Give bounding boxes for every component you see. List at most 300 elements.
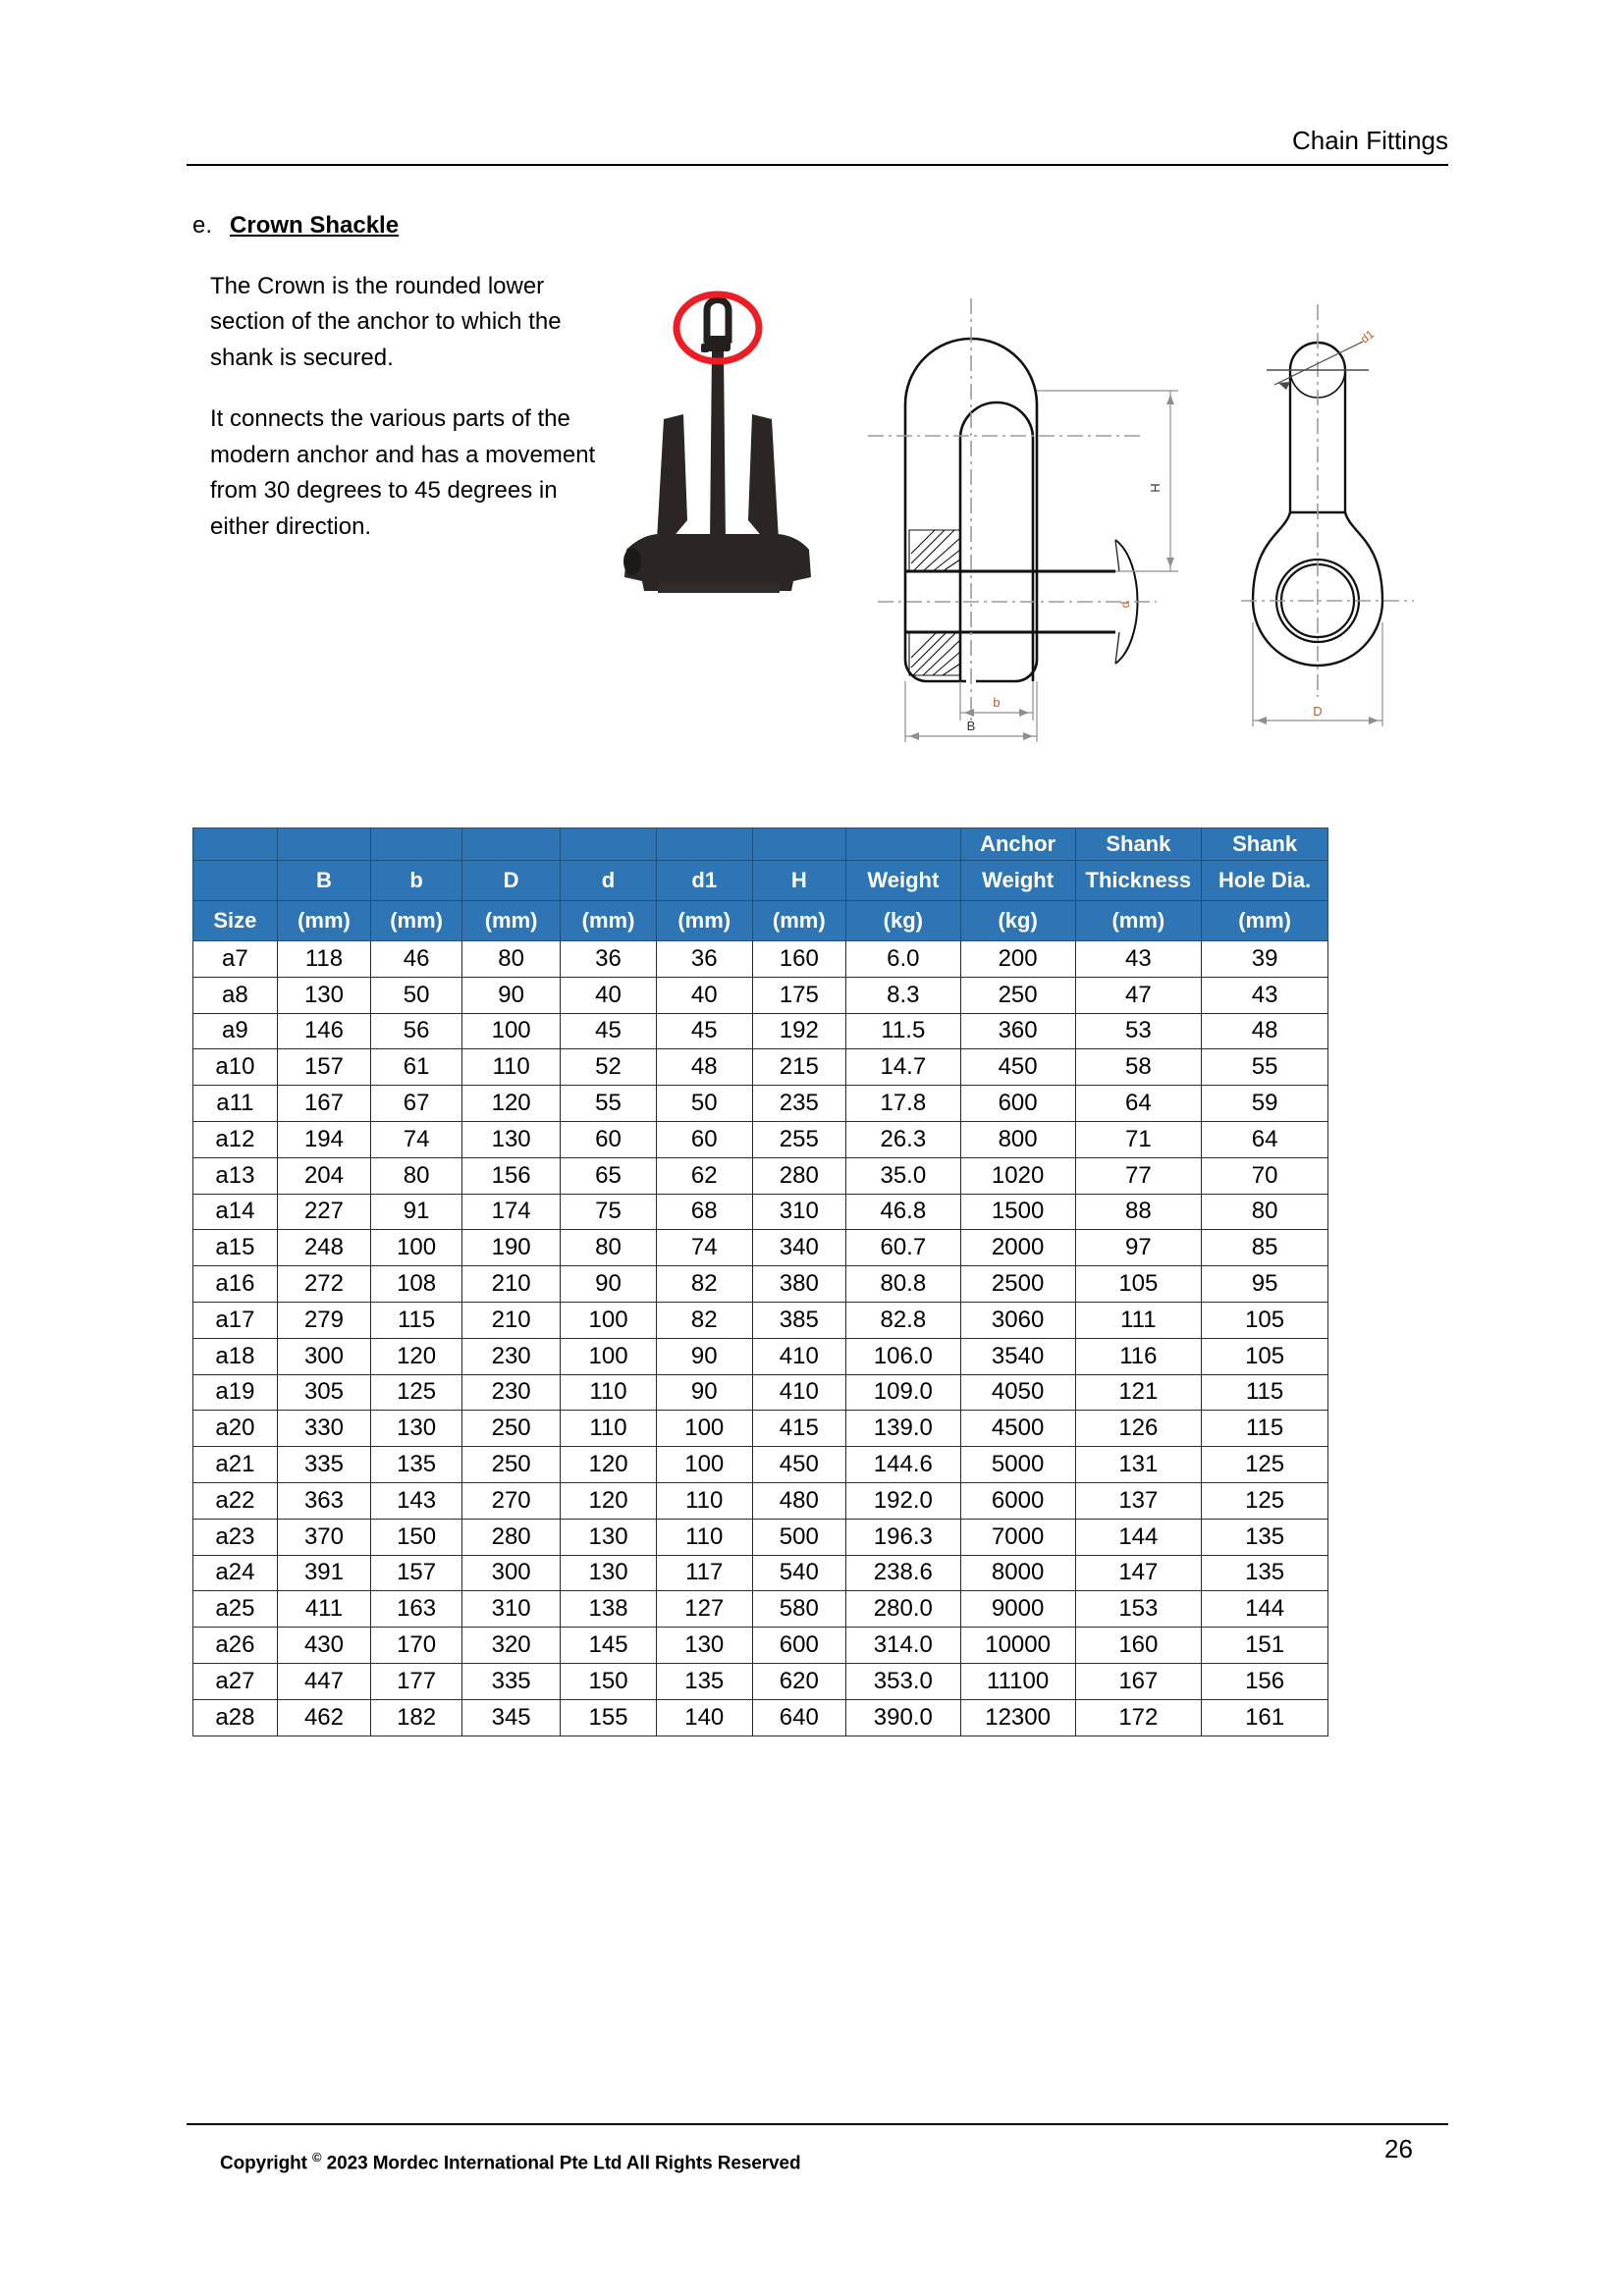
table-cell: 3060 [960,1302,1075,1338]
table-row [193,1591,1328,1628]
table-cell: 46.8 [845,1194,960,1230]
table-cell: 58 [1075,1049,1202,1086]
table-cell: 52 [561,1049,657,1086]
header-top-6 [752,828,845,861]
header-mid-D: D [462,861,561,901]
table-cell: 60 [561,1121,657,1157]
cell-size: a20 [193,1411,278,1447]
table-cell: 82 [656,1302,752,1338]
header-top-anchor-weight: Anchor [960,828,1075,861]
table-cell: 74 [656,1230,752,1266]
table-cell: 131 [1075,1447,1202,1483]
header-unit-shank-hole-dia: (mm) [1202,901,1328,941]
table-cell: 255 [752,1121,845,1157]
cell-size: a10 [193,1049,278,1086]
table-cell: 9000 [960,1591,1075,1628]
table-cell: 120 [371,1338,462,1374]
table-cell: 53 [1075,1013,1202,1049]
header-top-7 [845,828,960,861]
table-cell: 600 [960,1086,1075,1122]
table-cell: 97 [1075,1230,1202,1266]
table-row [193,1121,1328,1157]
table-cell: 353.0 [845,1663,960,1699]
table-cell: 75 [561,1194,657,1230]
table-cell: 110 [462,1049,561,1086]
table-cell: 1020 [960,1157,1075,1194]
table-cell: 47 [1075,977,1202,1013]
table-cell: 60 [656,1121,752,1157]
table-cell: 105 [1202,1338,1328,1374]
table-cell: 59 [1202,1086,1328,1122]
table-cell: 137 [1075,1482,1202,1519]
table-cell: 144 [1202,1591,1328,1628]
header-title: Chain Fittings [1292,126,1448,155]
table-cell: 100 [371,1230,462,1266]
table-row [193,1013,1328,1049]
header-size: Size [193,901,278,941]
crown-shackle-spec-table [192,828,1328,1736]
table-cell: 250 [462,1447,561,1483]
header-unit-anchor-weight: (kg) [960,901,1075,941]
table-cell: 280 [752,1157,845,1194]
body-text-column [210,269,603,570]
table-cell: 335 [462,1663,561,1699]
table-cell: 121 [1075,1374,1202,1411]
table-cell: 120 [462,1086,561,1122]
table-cell: 115 [371,1302,462,1338]
table-row [193,1338,1328,1374]
table-cell: 230 [462,1338,561,1374]
header-top-2 [371,828,462,861]
table-cell: 118 [277,941,370,978]
table-cell: 55 [1202,1049,1328,1086]
header-unit-weight: (kg) [845,901,960,941]
cell-size: a28 [193,1699,278,1735]
cell-size: a18 [193,1338,278,1374]
header-top-5 [656,828,752,861]
table-row [193,1628,1328,1664]
table-cell: 204 [277,1157,370,1194]
table-header-row-mid [193,861,1328,901]
table-cell: 145 [561,1628,657,1664]
table-cell: 48 [656,1049,752,1086]
table-cell: 50 [656,1086,752,1122]
table-cell: 125 [371,1374,462,1411]
table-cell: 144 [1075,1519,1202,1555]
table-cell: 100 [656,1447,752,1483]
table-cell: 7000 [960,1519,1075,1555]
table-cell: 36 [656,941,752,978]
table-row [193,1194,1328,1230]
table-cell: 130 [561,1555,657,1591]
table-cell: 157 [371,1555,462,1591]
table-cell: 40 [656,977,752,1013]
table-cell: 120 [561,1482,657,1519]
table-cell: 110 [656,1482,752,1519]
footer-divider [187,2123,1448,2125]
header-mid-d: d [561,861,657,901]
table-cell: 150 [371,1519,462,1555]
table-cell: 175 [752,977,845,1013]
table-cell: 390.0 [845,1699,960,1735]
header-mid-0 [193,861,278,901]
table-cell: 143 [371,1482,462,1519]
header-mid-B: B [277,861,370,901]
table-cell: 110 [561,1411,657,1447]
table-cell: 300 [277,1338,370,1374]
copyright-symbol: © [312,2150,322,2164]
table-cell: 391 [277,1555,370,1591]
table-cell: 14.7 [845,1049,960,1086]
table-row [193,1157,1328,1194]
table-cell: 144.6 [845,1447,960,1483]
table-cell: 6.0 [845,941,960,978]
table-cell: 100 [656,1411,752,1447]
table-cell: 62 [656,1157,752,1194]
section-letter: e. [192,212,213,239]
table-cell: 39 [1202,941,1328,978]
table-cell: 330 [277,1411,370,1447]
crown-shackle-spec-table-wrapper [192,828,1328,1736]
table-cell: 64 [1075,1086,1202,1122]
header-unit-H: (mm) [752,901,845,941]
table-cell: 105 [1202,1302,1328,1338]
table-cell: 462 [277,1699,370,1735]
table-row [193,1555,1328,1591]
header-mid-d1: d1 [656,861,752,901]
table-cell: 540 [752,1555,845,1591]
table-cell: 126 [1075,1411,1202,1447]
cell-size: a11 [193,1086,278,1122]
table-cell: 370 [277,1519,370,1555]
table-cell: 106.0 [845,1338,960,1374]
table-cell: 100 [561,1338,657,1374]
table-header-row-top [193,828,1328,861]
table-row [193,1049,1328,1086]
table-cell: 430 [277,1628,370,1664]
table-cell: 151 [1202,1628,1328,1664]
table-row [193,1663,1328,1699]
table-cell: 115 [1202,1374,1328,1411]
table-cell: 45 [561,1013,657,1049]
table-cell: 115 [1202,1411,1328,1447]
table-cell: 110 [656,1519,752,1555]
table-cell: 155 [561,1699,657,1735]
table-cell: 310 [462,1591,561,1628]
table-cell: 230 [462,1374,561,1411]
cell-size: a24 [193,1555,278,1591]
table-row [193,1482,1328,1519]
header-top-shank-hole-dia: Shank [1202,828,1328,861]
shackle-front-view-drawing [862,277,1186,748]
table-cell: 172 [1075,1699,1202,1735]
cell-size: a13 [193,1157,278,1194]
table-cell: 135 [1202,1519,1328,1555]
header-unit-B: (mm) [277,901,370,941]
table-cell: 146 [277,1013,370,1049]
table-cell: 8000 [960,1555,1075,1591]
table-cell: 450 [960,1049,1075,1086]
table-cell: 74 [371,1121,462,1157]
table-cell: 200 [960,941,1075,978]
table-cell: 314.0 [845,1628,960,1664]
table-cell: 335 [277,1447,370,1483]
table-cell: 196.3 [845,1519,960,1555]
table-cell: 88 [1075,1194,1202,1230]
table-cell: 80 [561,1230,657,1266]
table-cell: 130 [277,977,370,1013]
header-top-1 [277,828,370,861]
table-cell: 182 [371,1699,462,1735]
table-cell: 157 [277,1049,370,1086]
table-cell: 415 [752,1411,845,1447]
table-cell: 12300 [960,1699,1075,1735]
table-cell: 138 [561,1591,657,1628]
table-header-row-units [193,901,1328,941]
table-cell: 135 [1202,1555,1328,1591]
table-cell: 480 [752,1482,845,1519]
cell-size: a21 [193,1447,278,1483]
table-cell: 410 [752,1374,845,1411]
table-cell: 6000 [960,1482,1075,1519]
table-cell: 130 [561,1519,657,1555]
table-cell: 167 [277,1086,370,1122]
table-cell: 50 [371,977,462,1013]
header-mid-shank-thickness: Thickness [1075,861,1202,901]
svg-text:d: d [1118,601,1132,609]
table-cell: 26.3 [845,1121,960,1157]
table-cell: 177 [371,1663,462,1699]
table-cell: 45 [656,1013,752,1049]
table-cell: 345 [462,1699,561,1735]
header-top-4 [561,828,657,861]
header-top-shank-thickness: Shank [1075,828,1202,861]
cell-size: a14 [193,1194,278,1230]
cell-size: a26 [193,1628,278,1664]
table-row [193,1447,1328,1483]
table-cell: 80 [462,941,561,978]
table-cell: 620 [752,1663,845,1699]
table-header [193,828,1328,941]
table-cell: 170 [371,1628,462,1664]
table-cell: 210 [462,1266,561,1303]
table-cell: 40 [561,977,657,1013]
table-cell: 153 [1075,1591,1202,1628]
svg-text:b: b [993,695,1001,710]
table-cell: 100 [462,1013,561,1049]
table-cell: 117 [656,1555,752,1591]
cell-size: a17 [193,1302,278,1338]
table-cell: 156 [462,1157,561,1194]
table-cell: 43 [1075,941,1202,978]
table-cell: 280.0 [845,1591,960,1628]
table-cell: 250 [960,977,1075,1013]
table-cell: 360 [960,1013,1075,1049]
table-cell: 82 [656,1266,752,1303]
table-cell: 100 [561,1302,657,1338]
table-cell: 410 [752,1338,845,1374]
table-cell: 95 [1202,1266,1328,1303]
table-cell: 500 [752,1519,845,1555]
copyright-notice [220,2150,801,2174]
table-cell: 305 [277,1374,370,1411]
table-cell: 130 [656,1628,752,1664]
table-cell: 70 [1202,1157,1328,1194]
table-cell: 250 [462,1411,561,1447]
header-unit-D: (mm) [462,901,561,941]
table-cell: 125 [1202,1482,1328,1519]
table-cell: 320 [462,1628,561,1664]
table-cell: 4500 [960,1411,1075,1447]
table-row [193,1302,1328,1338]
svg-text:H: H [1148,483,1163,493]
table-cell: 110 [561,1374,657,1411]
table-cell: 385 [752,1302,845,1338]
table-row [193,1266,1328,1303]
table-cell: 55 [561,1086,657,1122]
table-cell: 127 [656,1591,752,1628]
table-cell: 82.8 [845,1302,960,1338]
table-cell: 300 [462,1555,561,1591]
header-top-3 [462,828,561,861]
header-unit-d1: (mm) [656,901,752,941]
table-cell: 238.6 [845,1555,960,1591]
table-cell: 90 [656,1338,752,1374]
table-cell: 411 [277,1591,370,1628]
header-unit-shank-thickness: (mm) [1075,901,1202,941]
cell-size: a7 [193,941,278,978]
table-cell: 600 [752,1628,845,1664]
table-cell: 248 [277,1230,370,1266]
table-cell: 11.5 [845,1013,960,1049]
svg-text:d1: d1 [1357,327,1378,347]
table-cell: 43 [1202,977,1328,1013]
table-cell: 800 [960,1121,1075,1157]
table-cell: 65 [561,1157,657,1194]
anchor-photo [609,267,827,611]
copyright-pre: Copyright [220,2153,312,2174]
table-cell: 340 [752,1230,845,1266]
table-cell: 140 [656,1699,752,1735]
table-cell: 147 [1075,1555,1202,1591]
table-cell: 71 [1075,1121,1202,1157]
table-cell: 1500 [960,1194,1075,1230]
table-cell: 8.3 [845,977,960,1013]
table-cell: 210 [462,1302,561,1338]
table-cell: 194 [277,1121,370,1157]
table-cell: 150 [561,1663,657,1699]
table-cell: 167 [1075,1663,1202,1699]
shackle-side-view-drawing [1239,277,1445,748]
copyright-post: 2023 Mordec International Pte Ltd All Rights Reserved [321,2153,801,2174]
header-unit-d: (mm) [561,901,657,941]
table-cell: 67 [371,1086,462,1122]
table-cell: 64 [1202,1121,1328,1157]
svg-text:D: D [1313,704,1323,719]
table-cell: 56 [371,1013,462,1049]
table-cell: 450 [752,1447,845,1483]
header-mid-weight: Weight [845,861,960,901]
table-row [193,1519,1328,1555]
cell-size: a12 [193,1121,278,1157]
table-cell: 68 [656,1194,752,1230]
table-cell: 111 [1075,1302,1202,1338]
table-cell: 116 [1075,1338,1202,1374]
table-cell: 3540 [960,1338,1075,1374]
table-cell: 125 [1202,1447,1328,1483]
table-cell: 130 [371,1411,462,1447]
table-cell: 310 [752,1194,845,1230]
table-cell: 108 [371,1266,462,1303]
table-cell: 77 [1075,1157,1202,1194]
table-cell: 105 [1075,1266,1202,1303]
table-cell: 80 [1202,1194,1328,1230]
table-row [193,941,1328,978]
table-cell: 160 [1075,1628,1202,1664]
table-cell: 270 [462,1482,561,1519]
table-cell: 380 [752,1266,845,1303]
section-heading [192,212,399,240]
table-cell: 11100 [960,1663,1075,1699]
cell-size: a16 [193,1266,278,1303]
table-cell: 272 [277,1266,370,1303]
table-cell: 280 [462,1519,561,1555]
table-cell: 48 [1202,1013,1328,1049]
cell-size: a25 [193,1591,278,1628]
table-body [193,941,1328,1736]
cell-size: a8 [193,977,278,1013]
table-cell: 60.7 [845,1230,960,1266]
table-cell: 90 [656,1374,752,1411]
svg-text:B: B [966,719,976,733]
table-cell: 227 [277,1194,370,1230]
table-cell: 156 [1202,1663,1328,1699]
table-cell: 235 [752,1086,845,1122]
paragraph-2: It connects the various parts of the modern anchor and has a movement from 30 degrees to 45 degrees in either direction. [210,405,596,540]
paragraph-1: The Crown is the rounded lower section of the anchor to which the shank is secured. [210,273,562,371]
table-cell: 61 [371,1049,462,1086]
header-mid-anchor-weight: Weight [960,861,1075,901]
table-cell: 160 [752,941,845,978]
table-cell: 580 [752,1591,845,1628]
table-cell: 192 [752,1013,845,1049]
header-unit-b: (mm) [371,901,462,941]
table-cell: 4050 [960,1374,1075,1411]
table-cell: 85 [1202,1230,1328,1266]
table-cell: 36 [561,941,657,978]
table-cell: 91 [371,1194,462,1230]
cell-size: a22 [193,1482,278,1519]
table-cell: 5000 [960,1447,1075,1483]
table-cell: 363 [277,1482,370,1519]
page-number: 26 [1384,2134,1413,2163]
table-cell: 447 [277,1663,370,1699]
table-cell: 90 [462,977,561,1013]
header-mid-shank-hole-dia: Hole Dia. [1202,861,1328,901]
table-cell: 163 [371,1591,462,1628]
table-row [193,1086,1328,1122]
table-row [193,1230,1328,1266]
table-cell: 139.0 [845,1411,960,1447]
page-header [187,126,1448,166]
header-mid-H: H [752,861,845,901]
table-row [193,977,1328,1013]
table-cell: 279 [277,1302,370,1338]
table-cell: 135 [656,1663,752,1699]
table-cell: 161 [1202,1699,1328,1735]
header-top-0 [193,828,278,861]
cell-size: a19 [193,1374,278,1411]
